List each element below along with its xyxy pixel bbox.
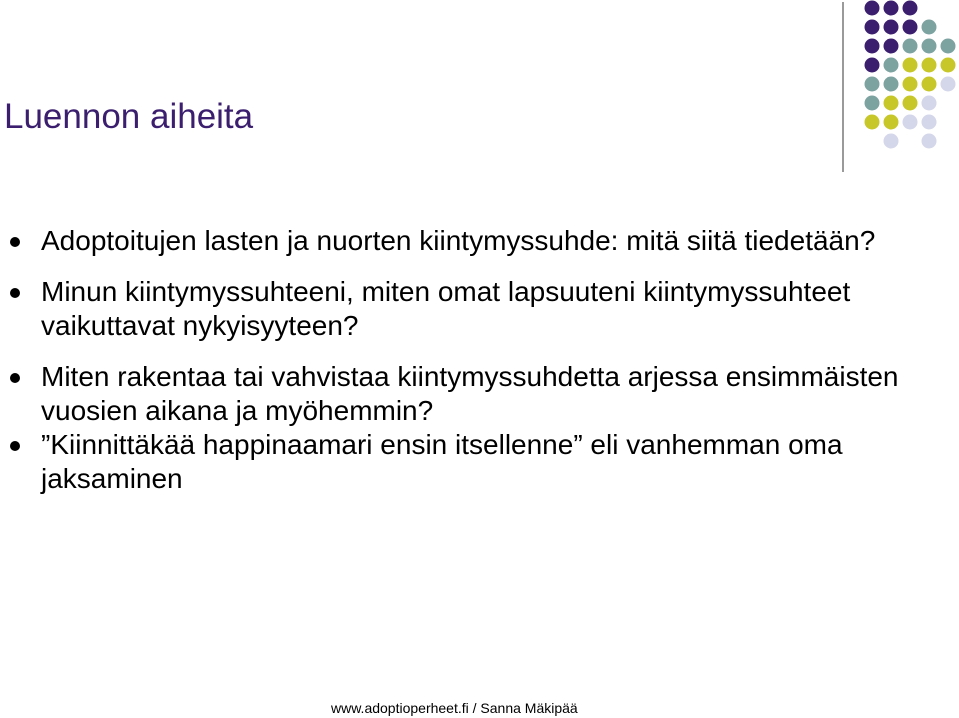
vertical-divider [842,2,844,172]
bullet-text: ”Kiinnittäkää happinaamari ensin itsellenne” eli vanhemman oma jaksaminen [41,429,843,494]
decorative-dot [903,20,918,35]
decorative-dot [941,77,956,92]
decorative-dot [903,39,918,54]
decorative-dot [884,39,899,54]
decorative-dot [941,58,956,73]
decorative-dot [903,77,918,92]
decorative-dot [884,58,899,73]
footer-credit: www.adoptioperheet.fi / Sanna Mäkipää [331,700,578,716]
decorative-dot [865,58,880,73]
decorative-dot [922,77,937,92]
decorative-dot [884,96,899,111]
decorative-dot [922,115,937,130]
bullet-dot-icon [10,441,20,451]
decorative-dot [922,134,937,149]
bullet-text: Miten rakentaa tai vahvistaa kiintymyssuhdetta arjessa ensimmäisten vuosien aikana ja myöhemmin? [41,361,899,426]
decorative-dot [903,58,918,73]
bullet-text: Minun kiintymyssuhteeni, miten omat lapsuuteni kiintymyssuhteet vaikuttavat nykyisyyteen? [41,276,851,341]
decorative-dot [865,96,880,111]
decorative-dot [922,58,937,73]
bullet-list [0,224,930,513]
decorative-dot [922,39,937,54]
decorative-dot [884,1,899,16]
decorative-dot [884,20,899,35]
bullet-dot-icon [10,237,20,247]
decorative-dot [922,96,937,111]
decorative-dot [865,1,880,16]
decorative-dot [865,115,880,130]
bullet-item [0,428,930,496]
decorative-dot [922,20,937,35]
decorative-dot [903,1,918,16]
decorative-dot [941,39,956,54]
decorative-dot [865,77,880,92]
decorative-dot [903,96,918,111]
decorative-dot [865,20,880,35]
decorative-dot-grid [0,0,959,180]
bullet-dot-icon [10,373,20,383]
decorative-dot [884,77,899,92]
bullet-dot-icon [10,288,20,298]
bullet-item [0,275,930,343]
decorative-dot [884,134,899,149]
bullet-item [0,224,930,258]
decorative-dot [865,39,880,54]
decorative-dot [884,115,899,130]
slide-title: Luennon aiheita [4,97,254,136]
decorative-dot [903,115,918,130]
bullet-text: Adoptoitujen lasten ja nuorten kiintymyssuhde: mitä siitä tiedetään? [41,225,876,256]
bullet-item [0,360,930,428]
